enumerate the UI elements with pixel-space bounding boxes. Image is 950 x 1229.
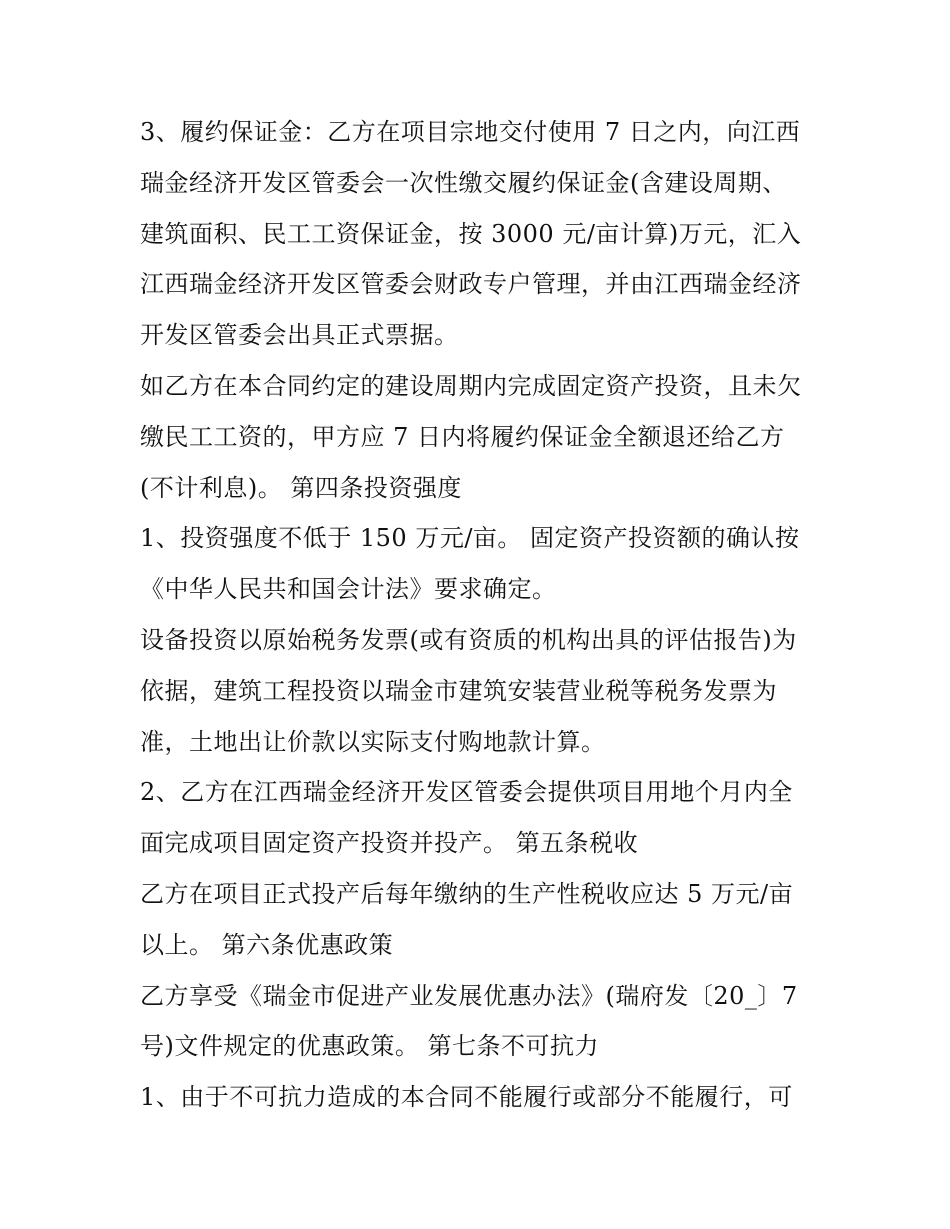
text-line: 3、履约保证金：乙方在项目宗地交付使用 7 日之内，向江西 [140, 118, 801, 146]
text-line: 1、由于不可抗力造成的本合同不能履行或部分不能履行，可 [140, 1083, 793, 1112]
text-line: 缴民工工资的，甲方应 7 日内将履约保证金全额退还给乙方 [140, 422, 785, 451]
text-line: 依据，建筑工程投资以瑞金市建筑安装营业税等税务发票为 [140, 676, 777, 705]
text-line: 瑞金经济开发区管委会一次性缴交履约保证金(含建设周期、 [140, 168, 787, 197]
text-line: 2、乙方在江西瑞金经济开发区管委会提供项目用地个月内全 [140, 778, 793, 807]
text-line: 开发区管委会出具正式票据。 [140, 321, 459, 350]
text-line: 如乙方在本合同约定的建设周期内完成固定资产投资，且未欠 [140, 371, 802, 400]
text-line: 面完成项目固定资产投资并投产。 第五条税收 [140, 829, 639, 858]
text-line: 以上。 第六条优惠政策 [140, 930, 394, 959]
text-line: 乙方在项目正式投产后每年缴纳的生产性税收应达 5 万元/亩 [140, 879, 794, 908]
text-line: (不计利息)。 第四条投资强度 [140, 473, 462, 502]
text-line: 建筑面积、民工工资保证金，按 3000 元/亩计算)万元，汇入 [140, 219, 802, 248]
text-line: 准，土地出让价款以实际支付购地款计算。 [140, 727, 606, 756]
text-line: 号)文件规定的优惠政策。 第七条不可抗力 [140, 1032, 599, 1061]
text-line: 《中华人民共和国会计法》要求确定。 [140, 575, 557, 604]
text-line: 1、投资强度不低于 150 万元/亩。 固定资产投资额的确认按 [140, 524, 800, 553]
document-body [140, 107, 830, 1123]
text-line: 江西瑞金经济开发区管委会财政专户管理，并由江西瑞金经济 [140, 270, 802, 299]
text-line: 乙方享受《瑞金市促进产业发展优惠办法》(瑞府发〔20_〕7 [140, 981, 798, 1010]
text-line: 设备投资以原始税务发票(或有资质的机构出具的评估报告)为 [140, 625, 797, 654]
